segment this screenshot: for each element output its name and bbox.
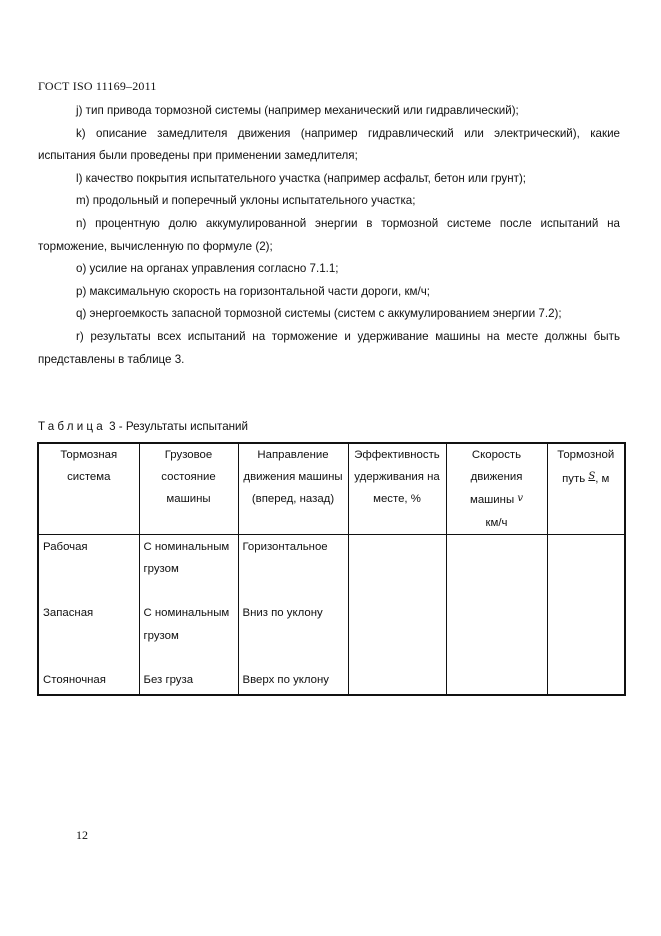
table-caption-text: 3 - Результаты испытаний <box>109 420 248 433</box>
header-brake-system: Тормозная система <box>38 443 139 534</box>
header-distance-unit: , м <box>595 473 610 486</box>
page-number: 12 <box>76 828 88 842</box>
header-holding-efficiency: Эффективность удерживания на месте, % <box>348 443 446 534</box>
cell-system: Стояночная <box>38 668 139 695</box>
cell-distance <box>547 534 625 601</box>
table-caption <box>38 420 248 433</box>
distance-symbol: S <box>588 471 596 483</box>
item-n: n) процентную долю аккумулированной энергии в тормозной системе после испытаний на торможение, вычисленную по формуле (2); <box>38 216 620 253</box>
cell-distance <box>547 668 625 695</box>
cell-hold <box>348 668 446 695</box>
header-speed-label: Скорость движения машины <box>470 449 523 507</box>
header-speed-unit: км/ч <box>485 516 508 529</box>
cell-load: С номинальным грузом <box>139 601 238 668</box>
item-m: m) продольный и поперечный уклоны испытательного участка; <box>76 194 416 208</box>
table-row <box>38 668 625 695</box>
cell-load: Без груза <box>139 668 238 695</box>
table-caption-label: Таблица <box>38 420 106 433</box>
cell-direction: Горизонтальное <box>238 534 348 601</box>
cell-hold <box>348 601 446 668</box>
cell-direction: Вниз по уклону <box>238 601 348 668</box>
header-braking-distance <box>547 443 625 534</box>
cell-hold <box>348 534 446 601</box>
table-row <box>38 601 625 668</box>
results-table <box>37 442 626 696</box>
header-speed <box>446 443 547 534</box>
table-row <box>38 534 625 601</box>
item-k: k) описание замедлителя движения (например гидравлический или электрический), какие испытания были проведены при применении замедлителя; <box>38 126 620 163</box>
cell-speed <box>446 534 547 601</box>
speed-symbol: v <box>517 493 523 505</box>
requirements-list <box>38 100 620 371</box>
header-load-state: Грузовое состояние машины <box>139 443 238 534</box>
cell-direction: Вверх по уклону <box>238 668 348 695</box>
item-j: j) тип привода тормозной системы (например механический или гидравлический); <box>76 104 519 117</box>
item-l: l) качество покрытия испытательного участка (например асфальт, бетон или грунт); <box>76 171 527 185</box>
header-distance-label: Тормозной путь <box>557 449 615 486</box>
cell-system: Запасная <box>38 601 139 668</box>
item-o: o) усилие на органах управления согласно 7.1.1; <box>76 262 339 276</box>
header-direction: Направление движения машины (вперед, назад) <box>238 443 348 534</box>
cell-distance <box>547 601 625 668</box>
item-r: r) результаты всех испытаний на торможение и удерживание машины на месте должны быть представлены в таблице 3. <box>38 329 620 366</box>
cell-speed <box>446 601 547 668</box>
table-header-row <box>38 443 625 534</box>
cell-load: С номинальным грузом <box>139 534 238 601</box>
item-q: q) энергоемкость запасной тормозной системы (систем с аккумулированием энергии 7.2); <box>76 307 562 321</box>
item-p: p) максимальную скорость на горизонтальной части дороги, км/ч; <box>76 284 430 298</box>
standard-header: ГОСТ ISO 11169–2011 <box>38 79 157 93</box>
cell-speed <box>446 668 547 695</box>
cell-system: Рабочая <box>38 534 139 601</box>
